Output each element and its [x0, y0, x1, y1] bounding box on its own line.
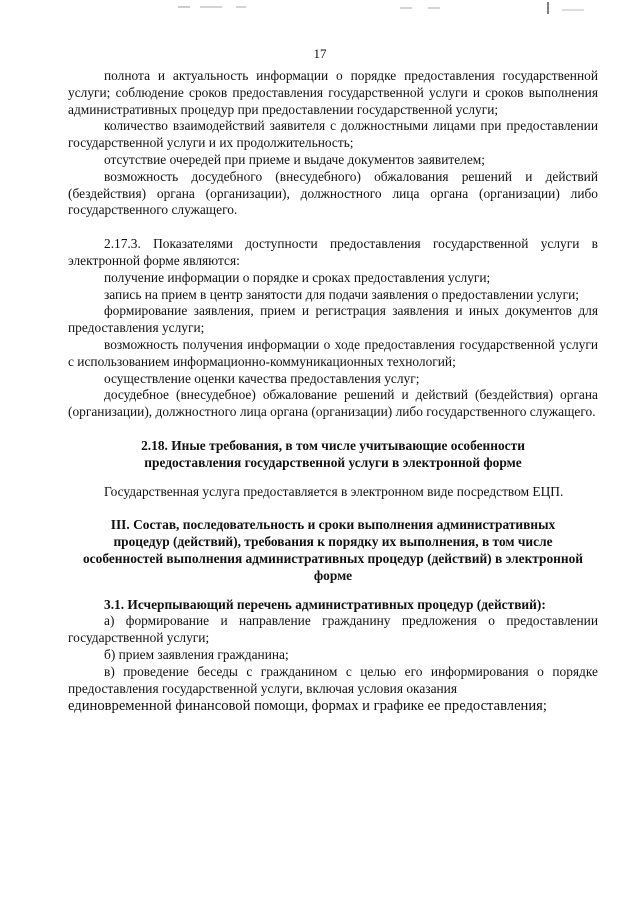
list-item: досудебное (внесудебное) обжалование решений и действий (бездействия) органа (организации), должностного лица органа (организации) либо государственного служащего. — [68, 387, 598, 420]
last-line: единовременной финансовой помощи, формах и графике ее предоставления; — [68, 698, 547, 715]
paragraph: количество взаимодействий заявителя с должностными лицами при предоставлении государственной услуги и их продолжительность; — [68, 118, 598, 151]
section-2-18-heading: 2.18. Иные требования, в том числе учитывающие особенности предоставления государственной услуги в электронной форме — [141, 437, 525, 470]
list-item: в) проведение беседы с гражданином с целью его информирования о порядке предоставления государственной услуги, включая условия оказания — [68, 663, 598, 696]
section-3-1-heading: 3.1. Исчерпывающий перечень административных процедур (действий): — [104, 596, 546, 612]
list-item: осуществление оценки качества предоставления услуг; — [104, 370, 420, 386]
list-item: формирование заявления, прием и регистрация заявления и иных документов для предоставления услуги; — [68, 303, 598, 336]
page-number: 17 — [313, 46, 327, 61]
scan-artifacts — [0, 0, 640, 20]
list-item: возможность получения информации о ходе предоставления государственной услуги с использованием информационно-коммуникационных технологий; — [68, 336, 598, 369]
list-item: получение информации о порядке и сроках предоставления услуги; — [104, 269, 491, 285]
list-item: запись на прием в центр занятости для подачи заявления о предоставлении услуги; — [104, 286, 579, 302]
section-2-17-3-intro: 2.17.3. Показателями доступности предоставления государственной услуги в электронной форме являются: — [68, 236, 598, 268]
section-2-18-text: Государственная услуга предоставляется в электронном виде посредством ЕЦП. — [104, 483, 564, 499]
paragraph: отсутствие очередей при приеме и выдаче документов заявителем; — [104, 151, 485, 167]
paragraph: возможность досудебного (внесудебного) обжалования решений и действий (бездействия) органа (организации), должностного лица органа (организации) либо государственного служащего. — [68, 168, 598, 218]
section-3-heading: III. Состав, последовательность и сроки выполнения административных процедур (действий), требования к порядку их выполнения, в том числе особенностей выполнения административных процедур (действий) в электронной форме — [82, 517, 584, 583]
list-item: б) прием заявления гражданина; — [104, 646, 289, 662]
document-body — [68, 68, 598, 715]
list-item: а) формирование и направление гражданину предложения о предоставлении государственной услуги; — [68, 613, 598, 646]
paragraph: полнота и актуальность информации о порядке предоставления государственной услуги; соблюдение сроков предоставления государственной услуги и сроков выполнения административных процедур при предоставлении государственной услуги; — [68, 68, 598, 117]
